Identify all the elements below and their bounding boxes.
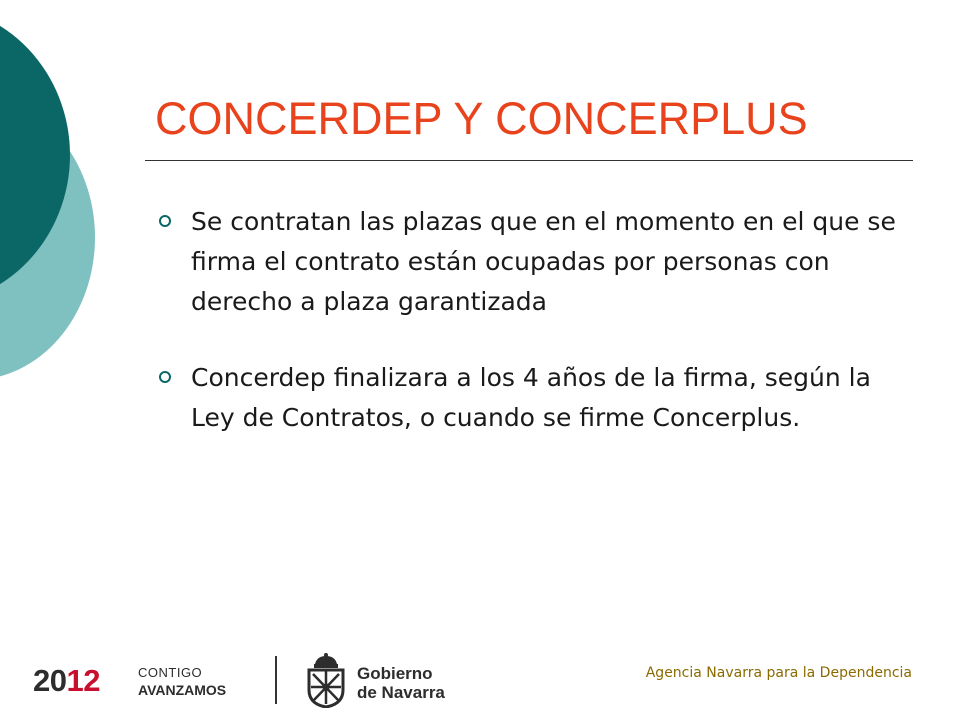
logo-year	[33, 664, 100, 698]
footer-logo	[33, 652, 473, 708]
logo-avanzamos: AVANZAMOS	[138, 682, 227, 698]
hollow-circle-bullet-icon	[159, 371, 171, 383]
title-underline	[145, 160, 913, 161]
navarra-crest-icon	[303, 652, 349, 708]
logo-gobierno: Gobierno	[357, 664, 433, 683]
bullet-list	[155, 202, 915, 474]
slide-title: CONCERDEP Y CONCERPLUS	[155, 93, 808, 144]
logo-year-prefix: 20	[33, 663, 67, 698]
logo-navarra: de Navarra	[357, 683, 445, 702]
logo-divider	[275, 656, 277, 704]
logo-year-highlight: 12	[66, 663, 100, 698]
bullet-text: Se contratan las plazas que en el momento en el que se firma el contrato están ocupadas por personas con derecho a plaza garantizada	[191, 207, 896, 316]
bullet-text: Concerdep finalizara a los 4 años de la firma, según la Ley de Contratos, o cuando se firme Concerplus.	[191, 363, 871, 432]
footer-agency-name: Agencia Navarra para la Dependencia	[645, 665, 912, 681]
hollow-circle-bullet-icon	[159, 215, 171, 227]
bullet-item	[155, 202, 915, 322]
logo-contigo: CONTIGO	[138, 665, 203, 680]
bullet-item	[155, 358, 915, 438]
